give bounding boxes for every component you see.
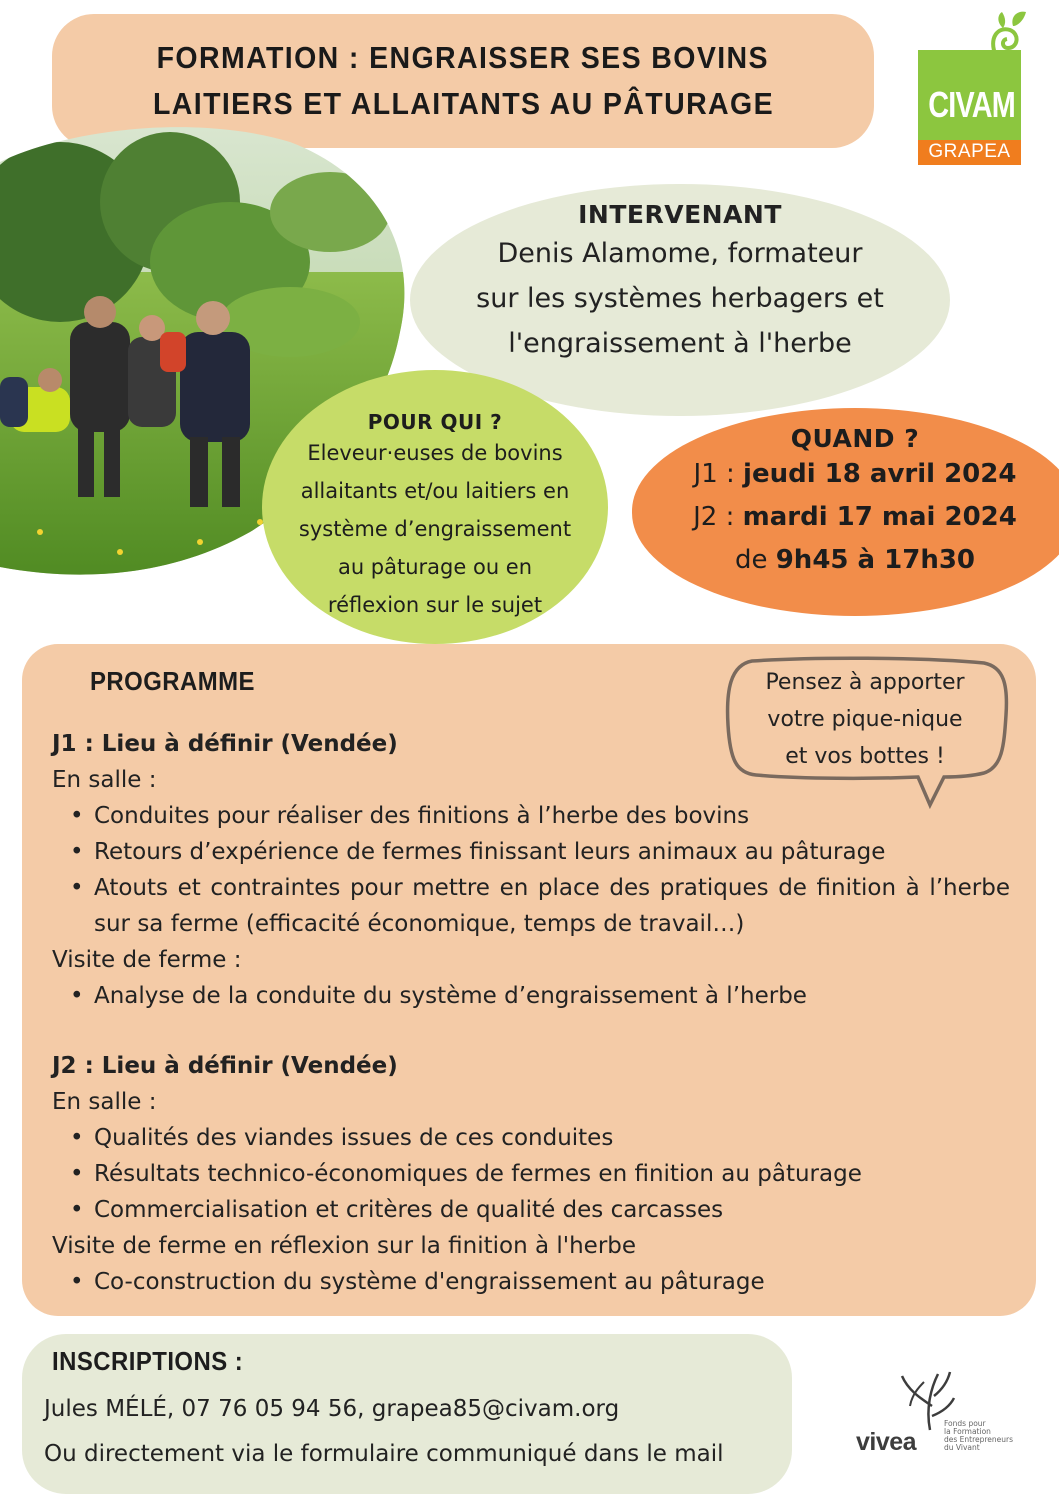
list-item: • Commercialisation et critères de qualité des carcasses	[94, 1192, 1010, 1228]
vivea-tagline-line: du Vivant	[944, 1443, 980, 1452]
title-line-2: LAITIERS ET ALLAITANTS AU PÂTURAGE	[152, 86, 774, 121]
programme-j1	[52, 726, 1010, 1014]
j1-subheading: Visite de ferme :	[52, 947, 242, 973]
vivea-tagline-line: Fonds pour	[944, 1419, 986, 1428]
pour-qui-line: réflexion sur le sujet	[327, 593, 543, 617]
pour-qui-line: Eleveur·euses de bovins	[307, 441, 563, 465]
inscriptions-heading: INSCRIPTIONS :	[52, 1346, 244, 1376]
civam-logo-text: CIVAM	[928, 84, 1015, 125]
quand-j2: J2 : mardi 17 mai 2024	[693, 502, 1017, 532]
j2-subheading: En salle :	[52, 1089, 157, 1115]
quand-j1-date: jeudi 18 avril 2024	[743, 459, 1017, 489]
quand-time-value: 9h45 à 17h30	[775, 545, 976, 575]
programme-heading: PROGRAMME	[90, 666, 255, 696]
list-item: • Qualités des viandes issues de ces conduites	[94, 1120, 1010, 1156]
vivea-tagline-line: des Entrepreneurs	[944, 1435, 1014, 1444]
vivea-tagline	[944, 1420, 1013, 1452]
programme-j2	[52, 1048, 1010, 1300]
j2-subheading: Visite de ferme en réflexion sur la finition à l'herbe	[52, 1233, 637, 1259]
inscriptions-form-note: Ou directement via le formulaire communiqué dans le mail	[44, 1441, 724, 1467]
pour-qui-line: au pâturage ou en	[337, 555, 533, 579]
title-line-1: FORMATION : ENGRAISSER SES BOVINS	[156, 40, 770, 75]
vivea-logo-text: vivea	[856, 1428, 917, 1456]
vivea-tagline-line: la Formation	[944, 1427, 991, 1436]
intervenant-line: sur les systèmes herbagers et	[476, 283, 884, 314]
quand-bubble	[632, 408, 1059, 616]
speech-line: et vos bottes !	[785, 744, 945, 769]
quand-j1: J1 : jeudi 18 avril 2024	[693, 459, 1017, 489]
list-item: • Co-construction du système d'engraissement au pâturage	[94, 1264, 1010, 1300]
j2-heading: J2 : Lieu à définir (Vendée)	[52, 1053, 398, 1079]
list-item: • Retours d’expérience de fermes finissant leurs animaux au pâturage	[94, 834, 1010, 870]
list-item: • Résultats technico-économiques de fermes en finition au pâturage	[94, 1156, 1010, 1192]
intervenant-line: l'engraissement à l'herbe	[508, 328, 852, 359]
pour-qui-heading: POUR QUI ?	[367, 410, 503, 434]
civam-logo-subtext: GRAPEA	[928, 141, 1011, 162]
speech-line: votre pique-nique	[767, 707, 963, 732]
speech-line: Pensez à apporter	[765, 670, 965, 695]
pour-qui-bubble	[262, 370, 608, 644]
quand-j2-date: mardi 17 mai 2024	[742, 502, 1017, 532]
intervenant-line: Denis Alamome, formateur	[497, 238, 863, 269]
list-item: • Conduites pour réaliser des finitions à l’herbe des bovins	[94, 798, 1010, 834]
quand-heading: QUAND ?	[790, 424, 920, 453]
j1-heading: J1 : Lieu à définir (Vendée)	[52, 731, 398, 757]
quand-time: de 9h45 à 17h30	[734, 545, 976, 575]
list-item: • Analyse de la conduite du système d’engraissement à l’herbe	[94, 978, 1010, 1014]
j1-subheading: En salle :	[52, 767, 157, 793]
list-item: • Atouts et contraintes pour mettre en place des pratiques de finition à l’herbe sur sa ferme (efficacité économique, temps de travail…)	[94, 870, 1010, 942]
pour-qui-line: allaitants et/ou laitiers en	[300, 479, 570, 503]
inscriptions-contact: Jules MÉLÉ, 07 76 05 94 56, grapea85@civam.org	[44, 1396, 620, 1422]
pour-qui-line: système d’engraissement	[298, 517, 572, 541]
intervenant-heading: INTERVENANT	[578, 200, 782, 229]
